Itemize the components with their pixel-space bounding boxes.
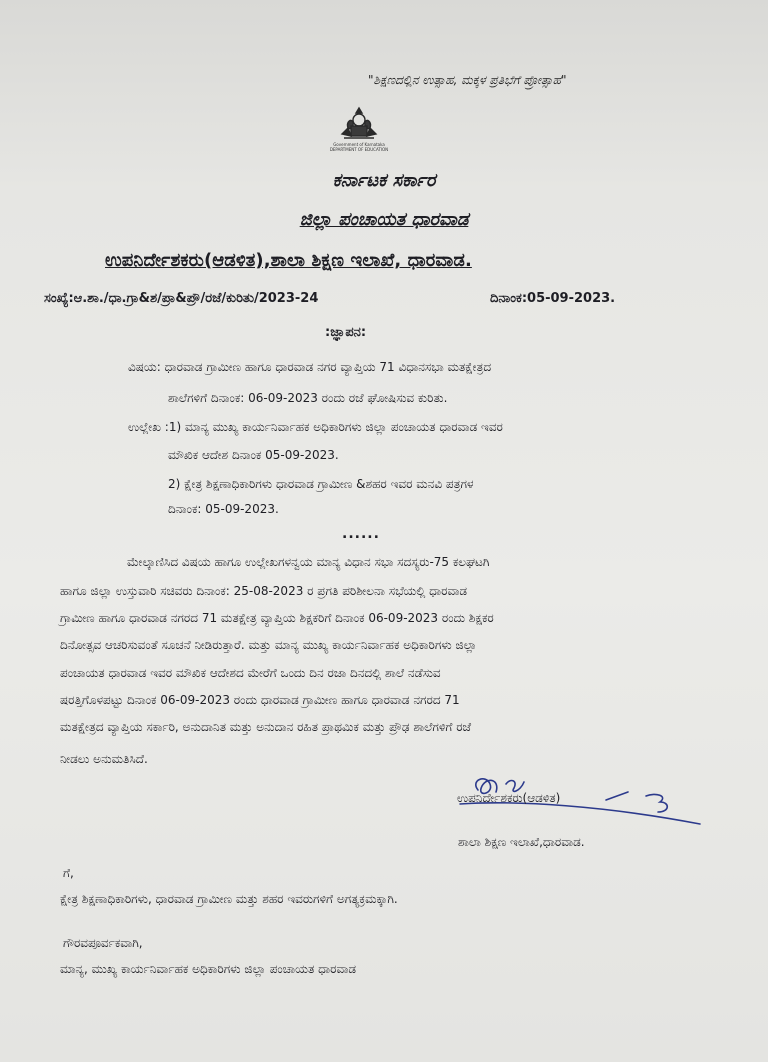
signatory-designation: ಉಪನಿರ್ದೇಶಕರು(ಆಡಳಿತ) [457, 791, 561, 805]
office-heading: ಉಪನಿರ್ದೇಶಕರು(ಆಡಳಿತ),ಶಾಲಾ ಶಿಕ್ಷಣ ಇಲಾಖೆ, ಧಾರವಾಡ. [105, 250, 472, 271]
copy-label: ಗೌರವಪೂರ್ವಕವಾಗಿ, [63, 936, 143, 950]
signatory-department: ಶಾಲಾ ಶಿಕ್ಷಣ ಇಲಾಖೆ,ಧಾರವಾಡ. [458, 835, 585, 849]
body-line-6: ಷರತ್ತಿಗೊಳಪಟ್ಟು ದಿನಾಂಕ 06-09-2023 ರಂದು ಧಾರವಾಡ ಗ್ರಾಮೀಣ ಹಾಗೂ ಧಾರವಾಡ ನಗರದ 71 [60, 693, 460, 707]
section-separator: ...... [342, 526, 380, 542]
reference-1-line-1: ಉಲ್ಲೇಖ :1) ಮಾನ್ಯ ಮುಖ್ಯ ಕಾರ್ಯನಿರ್ವಾಹಕ ಅಧಿಕಾರಿಗಳು ಜಿಲ್ಲಾ ಪಂಚಾಯತ ಧಾರವಾಡ ಇವರ [128, 420, 503, 434]
reference-2-line-2: ದಿನಾಂಕ: 05-09-2023. [168, 502, 279, 516]
motto: "ಶಿಕ್ಷಣದಲ್ಲಿನ ಉತ್ಸಾಹ, ಮಕ್ಕಳ ಪ್ರತಿಭೆಗೆ ಪ್ರೋತ್ಸಾಹ" [368, 73, 567, 87]
body-line-8: ನೀಡಲು ಅನುಮತಿಸಿದೆ. [60, 752, 148, 766]
to-recipients: ಕ್ಷೇತ್ರ ಶಿಕ್ಷಣಾಧಿಕಾರಿಗಳು, ಧಾರವಾಡ ಗ್ರಾಮೀಣ ಮತ್ತು ಶಹರ ಇವರುಗಳಿಗೆ ಅಗತ್ಯಕ್ರಮಕ್ಕಾಗಿ. [60, 892, 398, 906]
emblem-caption: Government of Karnataka DEPARTMENT OF EDUCATION [329, 142, 389, 152]
notice-title: :ಜ್ಞಾಪನ: [325, 325, 367, 340]
body-line-2: ಹಾಗೂ ಜಿಲ್ಲಾ ಉಸ್ತುವಾರಿ ಸಚಿವರು ದಿನಾಂಕ: 25-08-2023 ರ ಪ್ರಗತಿ ಪರಿಶೀಲನಾ ಸಭೆಯಲ್ಲಿ ಧಾರವಾಡ [60, 584, 468, 598]
subject-line-2: ಶಾಲೆಗಳಿಗೆ ದಿನಾಂಕ: 06-09-2023 ರಂದು ರಜೆ ಘೋಷಿಸುವ ಕುರಿತು. [168, 391, 448, 405]
zilla-panchayat-heading: ಜಿಲ್ಲಾ ಪಂಚಾಯತ ಧಾರವಾಡ [299, 209, 469, 230]
body-line-7: ಮತಕ್ಷೇತ್ರದ ವ್ಯಾಪ್ತಿಯ ಸರ್ಕಾರಿ, ಅನುದಾನಿತ ಮತ್ತು ಅನುದಾನ ರಹಿತ ಪ್ರಾಥಮಿಕ ಮತ್ತು ಪ್ರೌಢ ಶಾಲೆಗಳಿಗೆ ರಜೆ [60, 720, 472, 734]
reference-2-line-1: 2) ಕ್ಷೇತ್ರ ಶಿಕ್ಷಣಾಧಿಕಾರಿಗಳು ಧಾರವಾಡ ಗ್ರಾಮೀಣ &ಶಹರ ಇವರ ಮನವಿ ಪತ್ರಗಳ [168, 477, 474, 491]
body-line-1: ಮೇಲ್ಕಾಣಿಸಿದ ವಿಷಯ ಹಾಗೂ ಉಲ್ಲೇಖಗಳನ್ವಯ ಮಾನ್ಯ ವಿಧಾನ ಸಭಾ ಸದಸ್ಯರು-75 ಕಲಘಟಗಿ [127, 555, 490, 569]
letter-date: ದಿನಾಂಕ:05-09-2023. [490, 291, 616, 306]
to-label: ಗೆ, [63, 866, 74, 880]
body-line-3: ಗ್ರಾಮೀಣ ಹಾಗೂ ಧಾರವಾಡ ನಗರದ 71 ಮತಕ್ಷೇತ್ರ ವ್ಯಾಪ್ತಿಯ ಶಿಕ್ಷಕರಿಗೆ ದಿನಾಂಕ 06-09-2023 ರಂದು ಶಿಕ್ಷಕರ [60, 611, 494, 625]
body-line-5: ಪಂಚಾಯತ ಧಾರವಾಡ ಇವರ ಮೌಖಿಕ ಆದೇಶದ ಮೇರೆಗೆ ಒಂದು ದಿನ ರಜಾ ದಿನದಲ್ಲಿ ಶಾಲೆ ನಡೆಸುವ [60, 666, 441, 680]
body-line-4: ದಿನೋತ್ಸವ ಆಚರಿಸುವಂತೆ ಸೂಚನೆ ನೀಡಿರುತ್ತಾರೆ. ಮತ್ತು ಮಾನ್ಯ ಮುಖ್ಯ ಕಾರ್ಯನಿರ್ವಾಹಕ ಅಧಿಕಾರಿಗಳು ಜಿಲ್ಲಾ [60, 638, 477, 652]
government-heading: ಕರ್ನಾಟಕ ಸರ್ಕಾರ [332, 170, 436, 191]
subject-line-1: ವಿಷಯ: ಧಾರವಾಡ ಗ್ರಾಮೀಣ ಹಾಗೂ ಧಾರವಾಡ ನಗರ ವ್ಯಾಪ್ತಿಯ 71 ವಿಧಾನಸಭಾ ಮತಕ್ಷೇತ್ರದ [128, 360, 492, 374]
copy-recipient: ಮಾನ್ಯ, ಮುಖ್ಯ ಕಾರ್ಯನಿರ್ವಾಹಕ ಅಧಿಕಾರಿಗಳು ಜಿಲ್ಲಾ ಪಂಚಾಯತ ಧಾರವಾಡ [60, 962, 357, 976]
reference-number: ಸಂಖ್ಯೆ:ಆ.ಶಾ./ಧಾ.ಗ್ರಾ&ಶ/ಪ್ರಾ&ಪ್ರೌ/ರಜೆ/ಕುರಿತು/2023-24 [44, 291, 319, 306]
reference-1-line-2: ಮೌಖಿಕ ಆದೇಶ ದಿನಾಂಕ 05-09-2023. [168, 448, 339, 462]
